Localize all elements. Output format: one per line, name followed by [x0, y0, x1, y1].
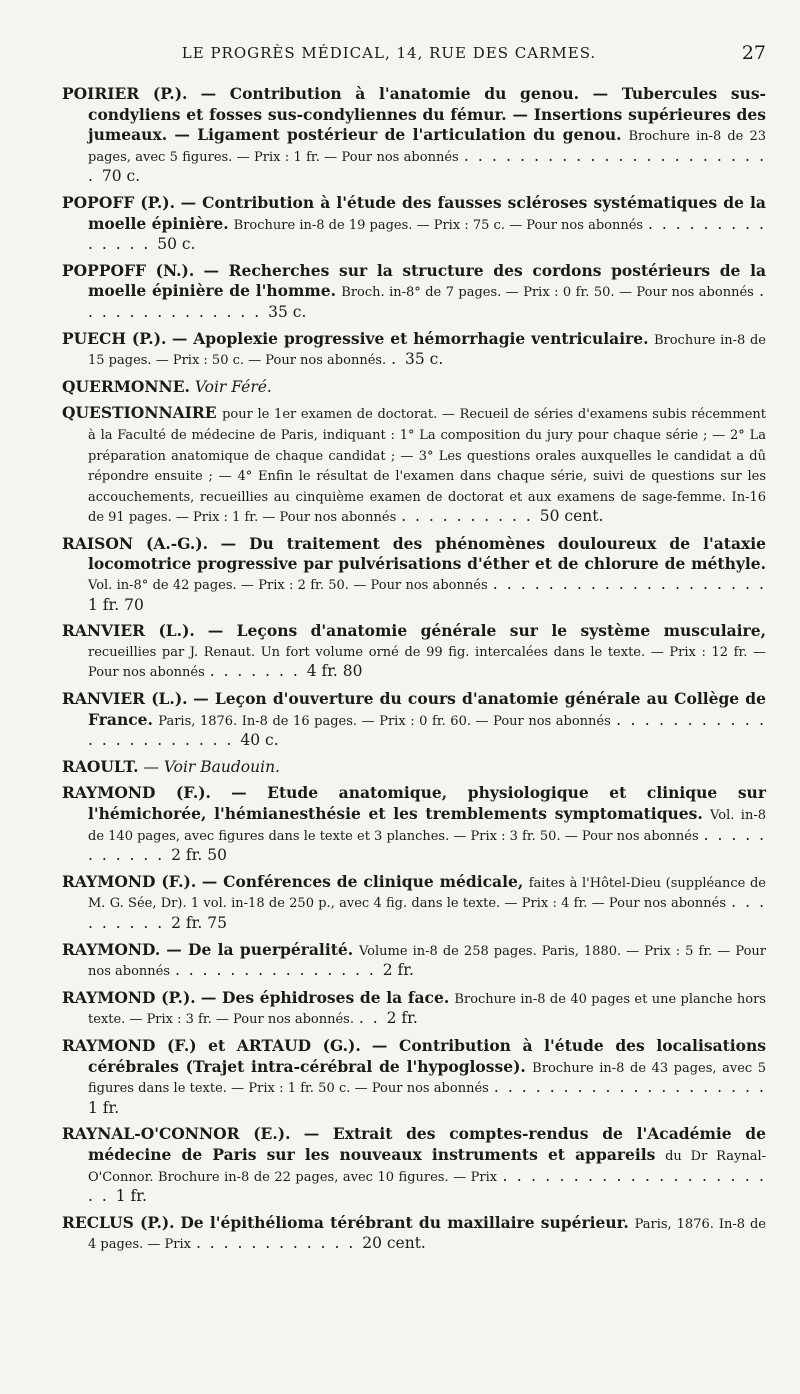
entry-leader-dots: . . . . . . . . .: [88, 893, 766, 932]
entry-description: Brochure in-8 de 23 pages, avec 5 figures. — Prix : 1 fr. — Pour nos abonnés: [88, 129, 766, 165]
page-header: [62, 44, 766, 70]
entry-leader-dots: . .: [358, 1009, 387, 1028]
entry-author: PUECH (P.).: [62, 328, 167, 348]
entry-author: RAYMOND (P.).: [62, 987, 196, 1007]
entry-leader-dots: . . . . . . . . . . .: [88, 825, 766, 865]
entry-description: Brochure in-8 de 15 pages. — Prix : 50 c. — Pour nos abonnés.: [88, 332, 766, 369]
entry-leader-dots: . . . . . . . . . . . . . . . . . . . . .: [88, 1166, 766, 1206]
entry-description: Brochure in-8 de 19 pages. — Prix : 75 c. — Pour nos abonnés: [233, 217, 644, 233]
entry-price: 50 cent.: [539, 507, 604, 526]
entry-title: — Extrait des comptes-rendus de l'Académie de médecine de Paris sur les nouveaux instruments et appareils: [88, 1124, 766, 1164]
entry-see-also: — Voir Baudouin.: [143, 757, 280, 776]
entry-title: De l'épithélioma térébrant du maxillaire supérieur.: [180, 1212, 629, 1232]
catalog-entry: [62, 872, 766, 934]
catalog-entry: [62, 377, 766, 398]
entry-author: RANVIER (L.).: [62, 621, 195, 641]
entry-author: QUERMONNE.: [62, 376, 190, 396]
entry-price: 35 c.: [268, 302, 307, 321]
entry-author: QUESTIONNAIRE: [62, 403, 217, 423]
running-head: LE PROGRÈS MÉDICAL, 14, RUE DES CARMES.: [181, 44, 597, 62]
entry-title: — Apoplexie progressive et hémorrhagie ventriculaire.: [171, 328, 649, 348]
entry-author: RAYNAL-O'CONNOR (E.).: [62, 1124, 291, 1144]
entry-author: RECLUS (P.).: [62, 1212, 175, 1232]
catalog-entry: [62, 261, 766, 323]
entry-description: Broch. in-8° de 7 pages. — Prix : 0 fr. 50. — Pour nos abonnés: [341, 285, 754, 301]
catalog-entry: [62, 403, 766, 528]
entry-description: Vol. in-8° de 42 pages. — Prix : 2 fr. 50. — Pour nos abonnés: [88, 578, 488, 594]
entry-author: POPOFF (P.).: [62, 192, 175, 212]
entry-description: Paris, 1876. In-8 de 16 pages. — Prix : 0 fr. 60. — Pour nos abonnés: [158, 713, 611, 729]
catalog-entry: [62, 988, 766, 1030]
entry-price: 50 c.: [157, 235, 196, 254]
entry-price: 35 c.: [404, 350, 444, 369]
catalog-entry: [62, 534, 766, 615]
entry-price: 4 fr. 80: [306, 662, 363, 681]
entry-leader-dots: . . . . . . .: [209, 662, 307, 681]
entry-author: RAYMOND.: [62, 939, 161, 959]
entry-title: — Contribution à l'anatomie du genou. — Tubercules sus-condyliens et fosses sus-condyliennes du fémur. — Insertions supérieures des jumeaux. — Ligament postérieur de l'articulation du genou.: [88, 84, 766, 145]
catalog-entry: [62, 689, 766, 751]
entry-title: — Contribution à l'étude des localisations cérébrales (Trajet intra-cérébral de l'hypoglosse).: [88, 1035, 766, 1076]
catalog-entry: [62, 1213, 766, 1255]
catalog-entry: [62, 940, 766, 982]
entry-price: 2 fr. 75: [171, 913, 227, 932]
entry-title: — De la puerpéralité.: [166, 939, 354, 959]
entry-title: — Contribution à l'étude des fausses scléroses systématiques de la moelle épinière.: [88, 192, 766, 233]
catalog-entry: [62, 84, 766, 187]
entry-leader-dots: . . . . . . . . . . . . . . . . . . . . . . .: [88, 146, 766, 186]
entry-leader-dots: . . . . . . . . . . . . . .: [88, 214, 766, 254]
entry-leader-dots: . . . . . . . . . . . . . . . . . . . .: [493, 1078, 766, 1097]
entry-leader-dots: . . . . . . . . . . . .: [195, 1234, 363, 1253]
entry-author: RAOULT.: [62, 756, 139, 776]
entry-price: 40 c.: [240, 731, 279, 750]
entry-title: — Etude anatomique, physiologique et clinique sur l'hémichorée, l'hémianesthésie et les tremblements symptomatiques.: [88, 783, 766, 823]
entry-price: 1 fr.: [88, 1098, 120, 1117]
catalog-entry: [62, 1124, 766, 1206]
entry-title: — Leçon d'ouverture du cours d'anatomie générale au Collège de France.: [88, 689, 766, 729]
entry-leader-dots: . . . . . . . . . . . . . . . . . . . .: [492, 575, 766, 594]
entry-description: Vol. in-8 de 140 pages, avec figures dans le texte et 3 planches. — Prix : 3 fr. 50. — Pour nos abonnés: [88, 808, 766, 844]
entry-author: RANVIER (L.).: [62, 689, 188, 709]
entry-author: RAISON (A.-G.).: [62, 533, 209, 553]
entry-description: Brochure in-8 de 40 pages et une planche hors texte. — Prix : 3 fr. — Pour nos abonnés.: [88, 991, 766, 1028]
entry-leader-dots: . . . . . . . . . . . . . .: [88, 282, 766, 321]
entry-description: Brochure in-8 de 43 pages, avec 5 figures dans le texte. — Prix : 1 fr. 50 c. — Pour nos abonnés: [88, 1060, 766, 1097]
catalog-entry: [62, 193, 766, 255]
entry-price: 2 fr. 50: [171, 846, 227, 865]
entry-price: 70 c.: [101, 167, 141, 186]
entry-title: — Conférences de clinique médicale,: [201, 871, 524, 891]
catalog-entry: [62, 621, 766, 683]
entry-price: 2 fr.: [382, 961, 414, 980]
entry-description: faites à l'Hôtel-Dieu (suppléance de M. G. Sée, Dr). 1 vol. in-18 de 250 p., avec 4 fig. dans le texte. — Prix : 4 fr. — Pour nos abonnés: [88, 875, 766, 912]
catalog-entry: [62, 329, 766, 371]
entry-leader-dots: .: [391, 350, 405, 369]
entry-leader-dots: . . . . . . . . . . . . . . . . . . . . . .: [88, 710, 766, 750]
catalog-list: [62, 84, 766, 1255]
entry-description: recueillies par J. Renaut. Un fort volume orné de 99 fig. intercalées dans le texte. — Prix : 12 fr. — Pour nos abonnés: [88, 644, 766, 681]
catalog-entry: [62, 757, 766, 778]
entry-price: 20 cent.: [362, 1234, 426, 1253]
entry-description: pour le 1er examen de doctorat. — Recueil de séries d'examens subis récemment à la Faculté de médecine de Paris, indiquant : 1° La composition du jury pour chaque série ; — 2° La préparation anatomique de chaque candidat ; — 3° Les questions orales auxquelles le candidat a dû répondre ensuite ; — 4° Enfin le résultat de l'examen dans chaque série, suivi de questions sur les accouchements, recueillies au cinquième examen de doctorat et aux examens de sage-femme. In-16 de 91 pages. — Prix : 1 fr. — Pour nos abonnés: [88, 407, 766, 526]
entry-title: — Du traitement des phénomènes douloureux de l'ataxie locomotrice progressive par pulvérisations d'éther et de chlorure de méthyle.: [88, 533, 766, 574]
entry-author: POIRIER (P.).: [62, 84, 188, 103]
entry-author: RAYMOND (F.) et ARTAUD (G.).: [62, 1035, 361, 1055]
entry-price: 1 fr.: [115, 1187, 147, 1206]
entry-title: — Des éphidroses de la face.: [200, 987, 450, 1007]
catalog-entry: [62, 1036, 766, 1118]
catalog-entry: [62, 783, 766, 865]
entry-leader-dots: . . . . . . . . . .: [401, 507, 540, 526]
entry-see-also: Voir Féré.: [194, 377, 272, 396]
entry-author: RAYMOND (F.).: [62, 783, 211, 803]
entry-title: — Recherches sur la structure des cordons postérieurs de la moelle épinière de l'homme.: [88, 260, 766, 301]
entry-description: Paris, 1876. In-8 de 4 pages. — Prix: [88, 1216, 766, 1253]
entry-description: du Dr Raynal-O'Connor. Brochure in-8 de 22 pages, avec 10 figures. — Prix: [88, 1148, 767, 1185]
entry-price: 1 fr. 70: [88, 595, 144, 614]
entry-leader-dots: . . . . . . . . . . . . . . .: [174, 961, 383, 980]
entry-price: 2 fr.: [386, 1009, 418, 1028]
page-number: 27: [741, 42, 766, 64]
entry-author: RAYMOND (F.).: [62, 871, 197, 891]
entry-title: — Leçons d'anatomie générale sur le système musculaire,: [207, 621, 766, 641]
entry-description: Volume in-8 de 258 pages. Paris, 1880. — Prix : 5 fr. — Pour nos abonnés: [88, 943, 766, 980]
entry-author: POPPOFF (N.).: [62, 260, 195, 280]
